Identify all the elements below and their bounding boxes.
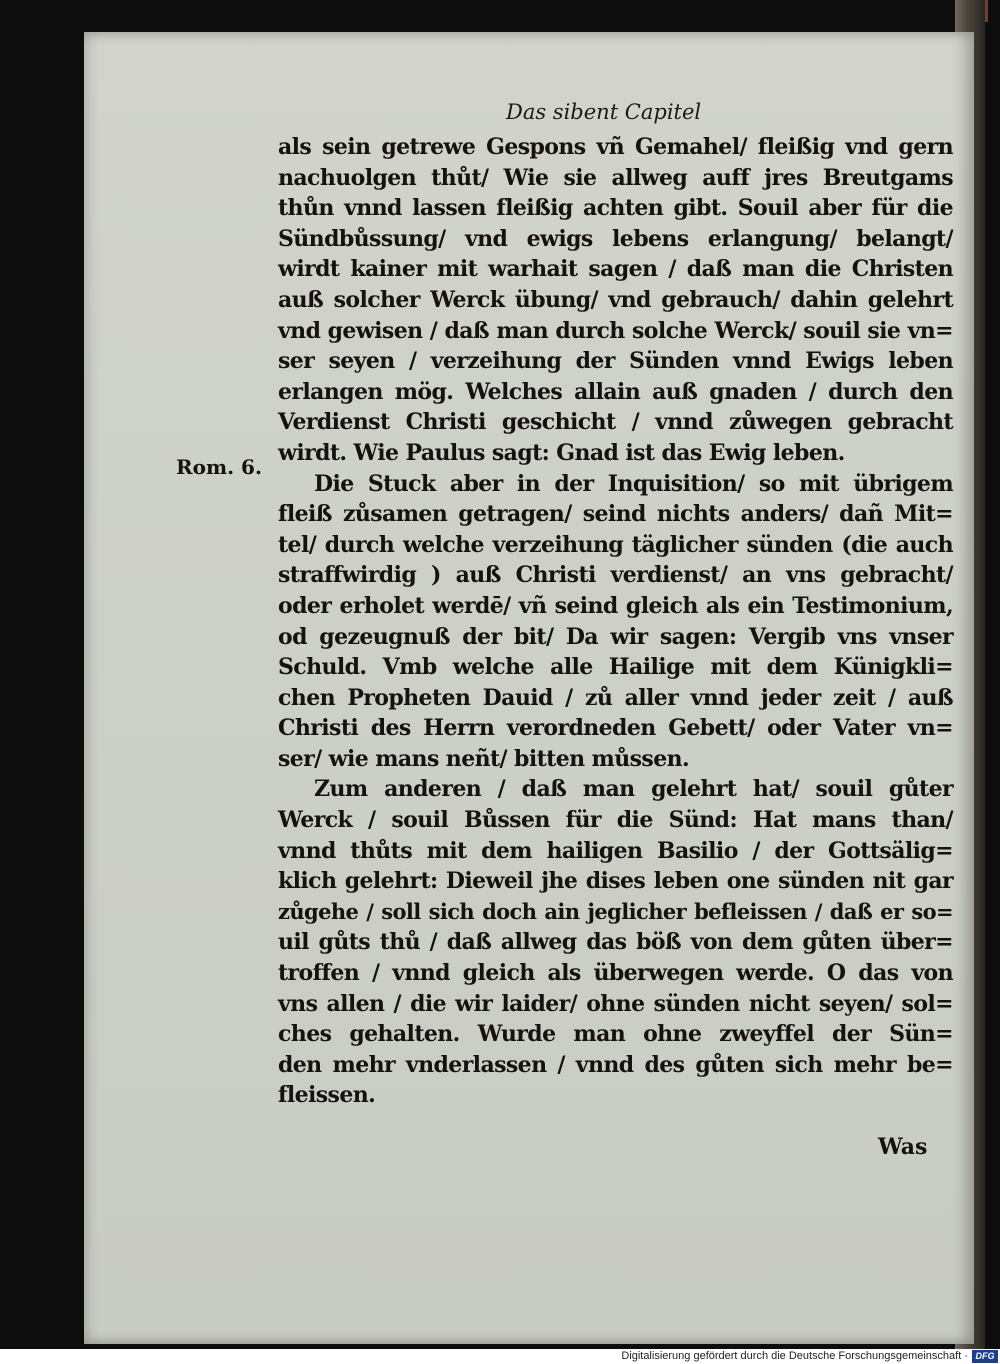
text-line: vnd gewisen / daß man durch solche Werck/ souil sie vn= [278, 317, 953, 344]
text-line: als sein getrewe Gespons vñ Gemahel/ fleißig vnd gern [278, 134, 953, 160]
text-line: ches gehalten. Wurde man ohne zweyffel der Sün= [278, 1021, 953, 1048]
text-line: od gezeugnuß der bit/ Da wir sagen: Vergib vns vnser [278, 623, 953, 650]
text-line: nachuolgen thůt/ Wie sie allweg auff jres Breutgams [278, 164, 953, 191]
text-line: tel/ durch welche verzeihung täglicher sünden (die auch [278, 531, 953, 558]
catchword: Was [878, 1134, 928, 1160]
text-line: wirdt. Wie Paulus sagt: Gnad ist das Ewig leben. [278, 439, 845, 466]
text-block [278, 132, 953, 1111]
dfg-logo-icon: DFG [972, 1350, 998, 1363]
text-line: Zum anderen / daß man gelehrt hat/ souil gůter [314, 776, 953, 803]
text-line: Verdienst Christi geschicht / vnnd zůwegen gebracht [278, 409, 953, 436]
text-line: ser seyen / verzeihung der Sünden vnnd Ewigs leben [278, 348, 953, 375]
text-line: troffen / vnnd gleich als überwegen werde. O das von [278, 960, 953, 987]
text-line: wirdt kainer mit warhait sagen / daß man die Christen [278, 256, 953, 283]
text-line: Christi des Herrn verordneden Gebett/ oder Vater vn= [278, 715, 953, 742]
text-line: erlangen mög. Welches allain auß gnaden / durch den [278, 378, 953, 405]
text-line: oder erholet werdē/ vñ seind gleich als ein Testimonium, [278, 592, 953, 619]
text-line: klich gelehrt: Dieweil jhe dises leben one sünden nit gar [278, 868, 953, 895]
text-line: vns allen / die wir laider/ ohne sünden nicht seyen/ sol= [278, 990, 953, 1017]
text-line: chen Propheten Dauid / zů aller vnnd jeder zeit / auß [278, 684, 953, 711]
text-line: uil gůts thů / daß allweg das böß von dem gůten über= [278, 929, 953, 956]
text-line: auß solcher Werck übung/ vnd gebrauch/ dahin gelehrt [278, 286, 953, 313]
funding-credit: Digitalisierung gefördert durch die Deutsche Forschungsgemeinschaft · [621, 1350, 968, 1362]
footer-bar [0, 1349, 1000, 1364]
marginal-note: Rom. 6. [176, 455, 262, 479]
text-line: straffwirdig ) auß Christi verdienst/ an vns gebracht/ [278, 562, 953, 589]
text-line: fleissen. [278, 1082, 376, 1109]
text-line: fleiß zůsamen getragen/ seind nichts anders/ dañ Mit= [278, 501, 953, 528]
text-line: den mehr vnderlassen / vnnd des gůten sich mehr be= [278, 1051, 953, 1078]
text-line: Sündbůssung/ vnd ewigs lebens erlangung/ belangt/ [278, 225, 953, 252]
text-line: Die Stuck aber in der Inquisition/ so mit übrigem [314, 470, 953, 497]
text-line: zůgehe / soll sich doch ain jeglicher befleissen / daß er so= [278, 898, 953, 924]
text-line: vnnd thůts mit dem hailigen Basilio / der Gottsälig= [278, 837, 953, 864]
text-line: Werck / souil Bůssen für die Sünd: Hat mans than/ [278, 807, 953, 834]
text-line: ser/ wie mans neñt/ bitten můssen. [278, 745, 690, 772]
text-line: Schuld. Vmb welche alle Hailige mit dem Künigkli= [278, 654, 953, 681]
text-line: thůn vnnd lassen fleißig achten gibt. Souil aber für die [278, 195, 953, 222]
running-head: Das sibent Capitel [506, 100, 702, 124]
